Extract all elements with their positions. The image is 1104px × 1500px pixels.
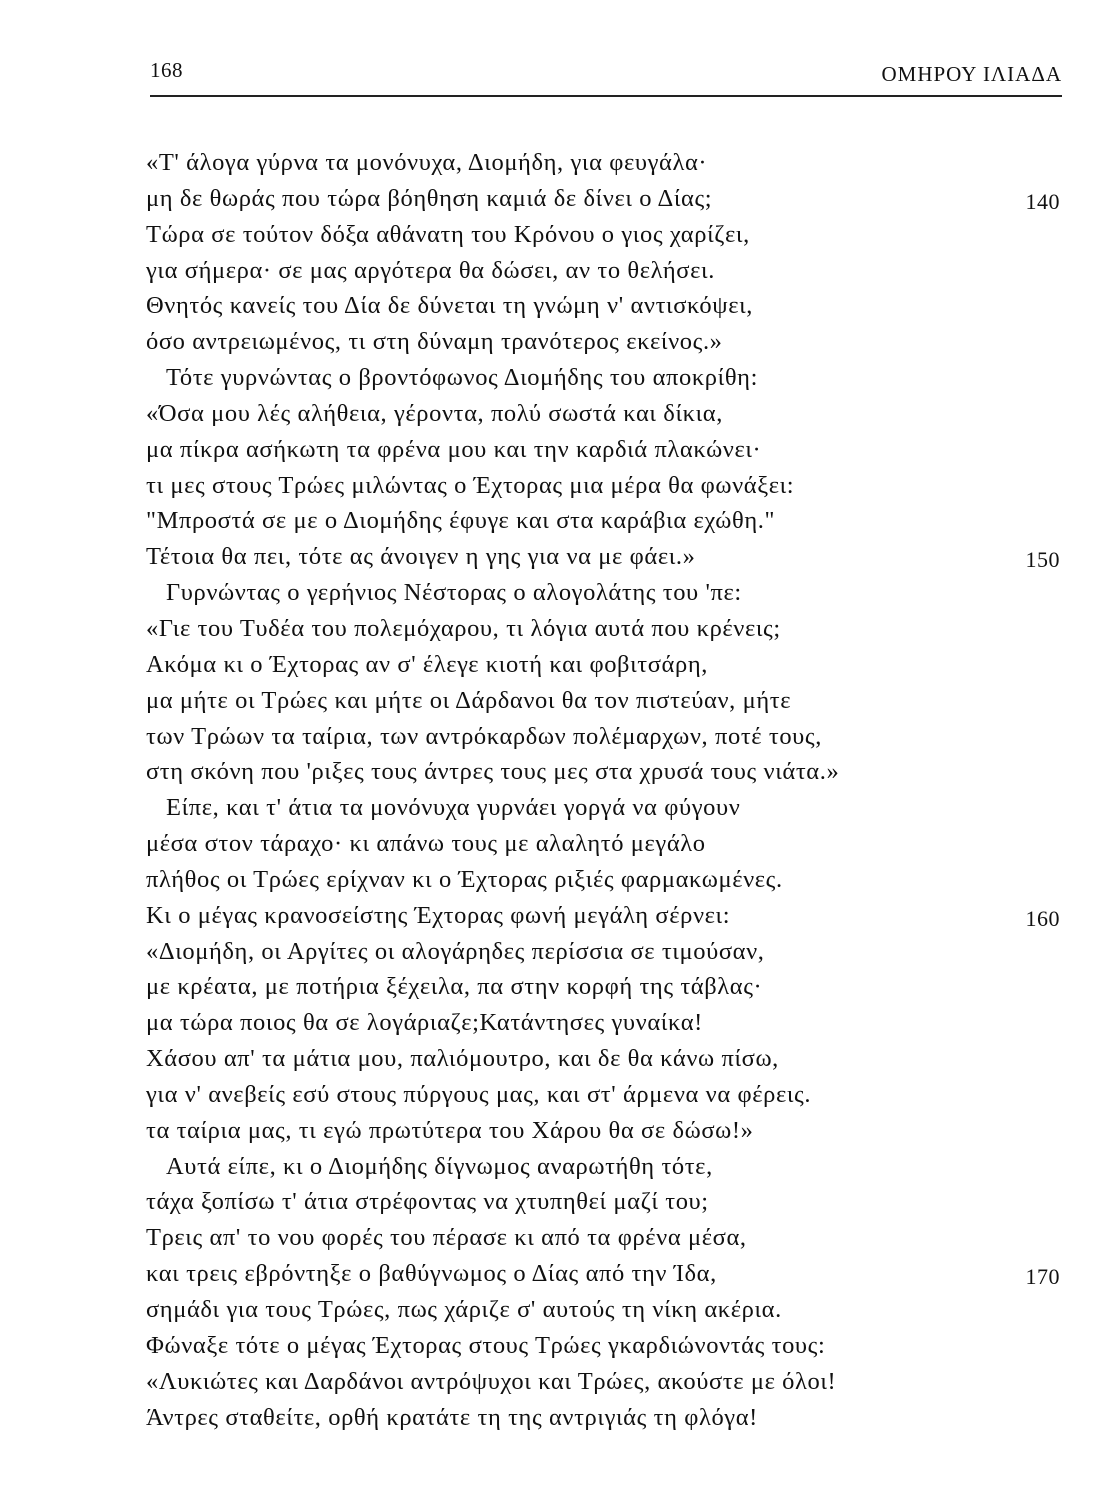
- verse-line: [146, 468, 1076, 504]
- verse-line: [146, 432, 1076, 468]
- verse-line: [146, 611, 1076, 647]
- verse-line: [146, 898, 1076, 934]
- verse-line-text: Χάσου απ' τα μάτια μου, παλιόμουτρο, και δε θα κάνω πίσω,: [146, 1045, 779, 1073]
- verse-line: [146, 647, 1076, 683]
- verse-line: [146, 1400, 1076, 1436]
- verse-line: [146, 683, 1076, 719]
- verse-line-text: «Όσα μου λές αλήθεια, γέροντα, πολύ σωστά και δίκια,: [146, 399, 723, 427]
- verse-line-text: «Γιε του Τυδέα του πολεμόχαρου, τι λόγια αυτά που κρένεις;: [146, 614, 781, 642]
- verse-line-text: στη σκόνη που 'ριξες τους άντρες τους μες στα χρυσά τους νιάτα.»: [146, 758, 840, 786]
- verse-line-text: Θνητός κανείς του Δία δε δύνεται τη γνώμη ν' αντισκόψει,: [146, 292, 754, 320]
- verse-line-text: Φώναξε τότε ο μέγας Έχτορας στους Τρώες γκαρδιώνοντάς τους:: [146, 1331, 826, 1359]
- line-number: 160: [1025, 905, 1060, 931]
- verse-line-text: Τρεις απ' το νου φορές του πέρασε κι από τα φρένα μέσα,: [146, 1224, 747, 1252]
- verse-line-text: για ν' ανεβείς εσύ στους πύργους μας, και στ' άρμενα να φέρεις.: [146, 1080, 812, 1108]
- verse-line: [146, 790, 1076, 826]
- verse-line-text: Ακόμα κι ο Έχτορας αν σ' έλεγε κιοτή και φοβιτσάρη,: [146, 650, 708, 678]
- verse-line: [146, 1220, 1076, 1256]
- verse-line-text: τάχα ξοπίσω τ' άτια στρέφοντας να χτυπηθεί μαζί του;: [146, 1188, 709, 1216]
- verse-line: [146, 754, 1076, 790]
- verse-line-text: Κι ο μέγας κρανοσείστης Έχτορας φωνή μεγάλη σέρνει:: [146, 901, 731, 929]
- verse-line: [146, 862, 1076, 898]
- verse-line: [146, 934, 1076, 970]
- page-number: 168: [150, 58, 183, 82]
- verse-line: [146, 360, 1076, 396]
- verse-line-text: Άντρες σταθείτε, ορθή κρατάτε τη της αντριγιάς τη φλόγα!: [146, 1403, 758, 1431]
- verse-line-text: πλήθος οι Τρώες ερίχναν κι ο Έχτορας ριξιές φαρμακωμένες.: [146, 865, 783, 893]
- verse-line: [146, 1113, 1076, 1149]
- verse-line-text: των Τρώων τα ταίρια, των αντρόκαρδων πολέμαρχων, ποτέ τους,: [146, 722, 822, 750]
- verse-line-text: τα ταίρια μας, τι εγώ πρωτύτερα του Χάρου θα σε δώσω!»: [146, 1116, 754, 1144]
- verse-line: [146, 253, 1076, 289]
- verse-line: [146, 288, 1076, 324]
- verse-line-text: μη δε θωράς που τώρα βόηθηση καμιά δε δίνει ο Δίας;: [146, 184, 713, 212]
- verse-line-text: για σήμερα· σε μας αργότερα θα δώσει, αν το θελήσει.: [146, 256, 715, 284]
- verse-line-text: Τέτοια θα πει, τότε ας άνοιγεν η γης για να με φάει.»: [146, 543, 696, 571]
- verse-line-text: μα μήτε οι Τρώες και μήτε οι Δάρδανοι θα τον πιστεύαν, μήτε: [146, 686, 792, 714]
- verse-line: [146, 1041, 1076, 1077]
- verse-line-text: Τότε γυρνώντας ο βροντόφωνος Διομήδης του αποκρίθη:: [166, 364, 758, 392]
- verse-line-text: μέσα στον τάραχο· κι απάνω τους με αλαλητό μεγάλο: [146, 830, 706, 858]
- verse-line-text: Είπε, και τ' άτια τα μονόνυχα γυρνάει γοργά να φύγουν: [166, 794, 741, 822]
- verse-line: [146, 826, 1076, 862]
- verse-line: [146, 1077, 1076, 1113]
- verse-line: [146, 1364, 1076, 1400]
- verse-line: [146, 503, 1076, 539]
- verse-line-text: «Διομήδη, οι Αργίτες οι αλογάρηδες περίσσια σε τιμούσαν,: [146, 937, 765, 965]
- verse-line: [146, 145, 1076, 181]
- line-number: 150: [1025, 547, 1060, 573]
- verse-line-text: και τρεις εβρόντηξε ο βαθύγνωμος ο Δίας από την Ίδα,: [146, 1260, 717, 1288]
- verse-line: [146, 396, 1076, 432]
- verse-line: [146, 1256, 1076, 1292]
- verse-line: [146, 324, 1076, 360]
- verse-line-text: Γυρνώντας ο γερήνιος Νέστορας ο αλογολάτης του 'πε:: [166, 579, 742, 607]
- verse-line-text: με κρέατα, με ποτήρια ξέχειλα, πα στην κορφή της τάβλας·: [146, 973, 763, 1001]
- verse-line: [146, 1149, 1076, 1185]
- verse-line: [146, 1184, 1076, 1220]
- verse-line: [146, 969, 1076, 1005]
- verse-line: [146, 217, 1076, 253]
- verse-line: [146, 181, 1076, 217]
- verse-line: [146, 719, 1076, 755]
- verse-line-text: «Τ' άλογα γύρνα τα μονόνυχα, Διομήδη, για φευγάλα·: [146, 149, 708, 176]
- verse-line-text: "Μπροστά σε με ο Διομήδης έφυγε και στα καράβια εχώθη.": [146, 507, 776, 535]
- verse-line-text: σημάδι για τους Τρώες, πως χάριζε σ' αυτούς τη νίκη ακέρια.: [146, 1296, 782, 1323]
- running-title: ΟΜΗΡΟΥ ΙΛΙΑΔΑ: [881, 62, 1062, 86]
- verse-line: [146, 539, 1076, 575]
- verse-line-text: Αυτά είπε, κι ο Διομήδης δίγνωμος αναρωτήθη τότε,: [166, 1152, 713, 1180]
- verse-text-block: [146, 145, 1076, 1435]
- verse-line-text: όσο αντρειωμένος, τι στη δύναμη τρανότερος εκείνος.»: [146, 328, 723, 356]
- line-number: 170: [1025, 1264, 1060, 1290]
- verse-line-text: τι μες στους Τρώες μιλώντας ο Έχτορας μια μέρα θα φωνάξει:: [146, 471, 795, 499]
- verse-line-text: μα πίκρα ασήκωτη τα φρένα μου και την καρδιά πλακώνει·: [146, 435, 762, 463]
- verse-line: [146, 1292, 1076, 1328]
- line-number: 140: [1025, 188, 1060, 214]
- verse-line-text: Τώρα σε τούτον δόξα αθάνατη του Κρόνου ο γιος χαρίζει,: [146, 220, 750, 248]
- page-header: [150, 58, 1062, 98]
- verse-line-text: «Λυκιώτες και Δαρδάνοι αντρόψυχοι και Τρώες, ακούστε με όλοι!: [146, 1367, 837, 1395]
- header-rule: [150, 95, 1062, 97]
- verse-line: [146, 1328, 1076, 1364]
- verse-line: [146, 1005, 1076, 1041]
- verse-line-text: μα τώρα ποιος θα σε λογάριαζε;Κατάντησες γυναίκα!: [146, 1009, 703, 1037]
- verse-line: [146, 575, 1076, 611]
